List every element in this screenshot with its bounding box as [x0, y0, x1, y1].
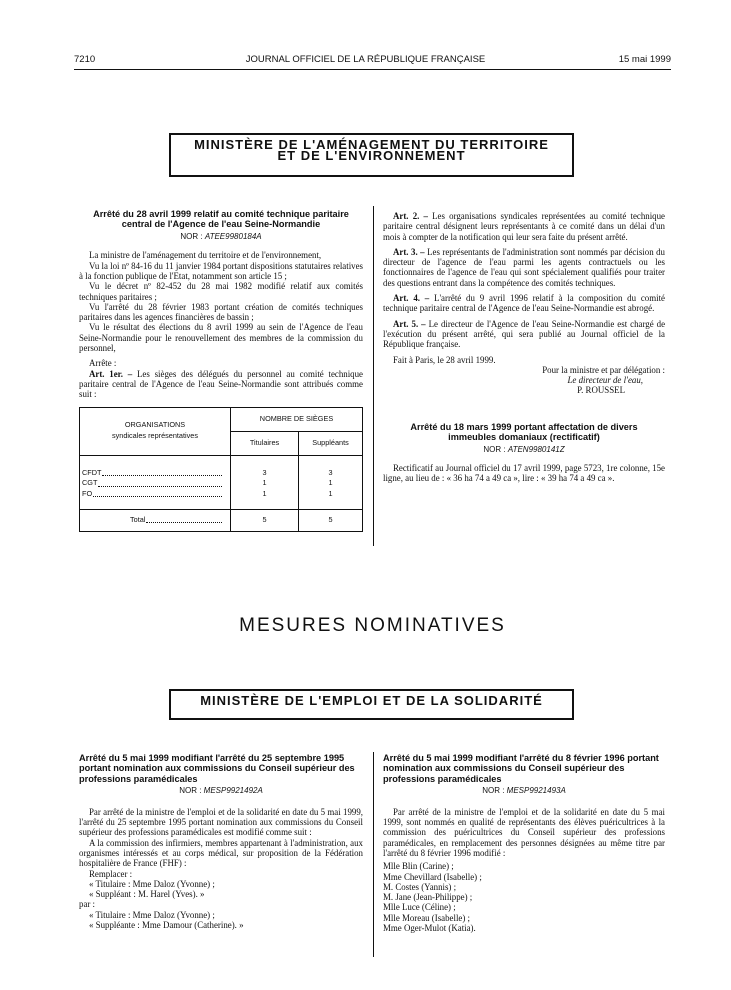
arrete-2 — [383, 422, 665, 484]
arrete-4-body — [383, 807, 665, 934]
preamble-paragraph: La ministre de l'aménagement du territoire et de l'environnement, — [89, 250, 322, 261]
list-item: Mme Oger-Mulot (Katia). — [383, 923, 476, 934]
seats-table — [79, 407, 363, 532]
article-label: Art. 4. – — [393, 293, 430, 304]
org-header-line-1: ORGANISATIONS — [124, 420, 186, 430]
table-row-org — [80, 455, 231, 499]
column-divider — [373, 206, 374, 546]
nor-code: MESP9921492A — [203, 786, 263, 796]
nor-label: NOR : — [482, 786, 505, 796]
arrete-4 — [383, 753, 665, 933]
replace-item: « Suppléante : Mme Damour (Catherine). » — [89, 920, 244, 931]
article-5 — [383, 319, 665, 350]
article-1-text: Les sièges des délégués du personnel au comité technique paritaire central de l'Agence de l'eau Seine-Normandie sont attribués comme suit : — [79, 368, 363, 400]
list-item: M. Costes (Yannis) ; — [383, 881, 457, 892]
table-cell: 1 — [262, 488, 267, 498]
arrete-word: Arrête : — [89, 358, 117, 369]
replace-item: « Titulaire : Mme Daloz (Yvonne) ; — [89, 909, 215, 920]
replace-item: « Titulaire : Mme Daloz (Yvonne) ; — [89, 878, 215, 889]
total-titulaires: 5 — [231, 509, 299, 531]
preamble-paragraph: Vu la loi nº 84-16 du 11 janvier 1984 portant dispositions statutaires relatives à la fonction publique de l'Etat, notamment son article 15 ; — [79, 260, 364, 281]
table-cell: 1 — [328, 478, 333, 488]
preamble-paragraph: Vu le résultat des élections du 8 avril 1999 au sein de l'Agence de l'eau Seine-Normandie pour le renouvellement des membres de la commission du personnel, — [79, 322, 363, 354]
arrete-1-preamble — [79, 250, 363, 399]
total-row-label — [80, 509, 231, 531]
list-item: Mlle Blin (Carine) ; — [383, 861, 454, 872]
article-2 — [383, 211, 665, 242]
total-suppleants: 5 — [299, 509, 363, 531]
ministry-line-1: MINISTÈRE DE L'AMÉNAGEMENT DU TERRITOIRE — [194, 137, 549, 152]
arrete-1-left — [79, 209, 363, 532]
nor-line — [79, 786, 363, 797]
ministry-box — [169, 133, 574, 177]
column-divider — [373, 752, 374, 957]
signature-line-1: Pour la ministre et par délégation : — [542, 364, 665, 375]
ministry-box — [169, 689, 574, 720]
par-label: par : — [79, 899, 96, 910]
article-text: L'arrêté du 9 avril 1996 relatif à la composition du comité technique paritaire central de l'Agence de l'eau Seine-Normandie est abrogé. — [383, 293, 666, 314]
ministry-line-1: MINISTÈRE DE L'EMPLOI ET DE LA SOLIDARITÉ — [200, 693, 543, 708]
table-cell: 1 — [262, 478, 267, 488]
org-header — [80, 407, 231, 455]
nor-line — [383, 445, 665, 455]
article-3 — [383, 247, 665, 288]
article-label: Art. 2. – — [393, 211, 428, 221]
article-text: Les organisations syndicales représentées au comité technique paritaire central désignent leurs représentants à ce comité dans un délai d'un mois à compter de la notification qui leur sera faite du présent arrêté. — [383, 211, 665, 242]
table-cell: 1 — [328, 488, 333, 498]
arrete-1-title: Arrêté du 28 avril 1999 relatif au comité technique paritaire central de l'Agence de l'eau Seine-Normandie — [93, 209, 349, 230]
org-header-line-2: syndicales représentatives — [112, 431, 198, 441]
replace-item: « Suppléant : M. Harel (Yves). » — [89, 889, 205, 900]
fait-a-paris: Fait à Paris, le 28 avril 1999. — [393, 354, 496, 365]
article-1-label: Art. 1er. – — [89, 368, 133, 379]
preamble-paragraph: Vu le décret nº 82-452 du 28 mai 1982 modifié relatif aux comités techniques paritaires ; — [79, 281, 363, 302]
article-text: Les représentants de l'administration sont nommés par décision du directeur de l'agence de l'eau parmi les agents contractuels ou les fonctionnaires de l'agence de l'eau qui sont spécialement qualifiés pour traiter des questions entrant dans la compétence des comités techniques. — [383, 246, 665, 288]
ministry-line-2: ET DE L'ENVIRONNEMENT — [277, 147, 466, 163]
suppleants-cells — [299, 455, 363, 499]
section-title: MESURES NOMINATIVES — [239, 615, 506, 636]
arrete-2-title: Arrêté du 18 mars 1999 portant affectation de divers immeubles domaniaux (rectificatif) — [410, 421, 638, 443]
nor-label: NOR : — [483, 444, 506, 454]
org-name: FO — [82, 488, 93, 498]
article-1 — [79, 369, 363, 400]
seats-group-header: NOMBRE DE SIÈGES — [231, 407, 363, 431]
paragraph: Par arrêté de la ministre de l'emploi et de la solidarité en date du 5 mai 1999, l'arrêté du 25 septembre 1995 portant nomination aux commissions du Conseil supérieur des professions paramédicales est modifié comme suit : — [79, 806, 363, 838]
arrete-1-right — [383, 211, 665, 483]
nor-line — [79, 232, 363, 243]
journal-title: JOURNAL OFFICIEL DE LA RÉPUBLIQUE FRANÇAISE — [245, 54, 486, 65]
org-name: CFDT — [82, 467, 102, 477]
arrete-3-title: Arrêté du 5 mai 1999 modifiant l'arrêté du 25 septembre 1995 portant nomination aux commissions du Conseil supérieur des professions paramédicales — [79, 753, 355, 784]
total-label: Total — [130, 514, 146, 524]
arrete-3 — [79, 753, 363, 930]
titulaires-cells — [231, 455, 299, 499]
article-label: Art. 3. – — [393, 246, 425, 257]
list-item: Mme Chevillard (Isabelle) ; — [383, 871, 482, 882]
paragraph: Par arrêté de la ministre de l'emploi et de la solidarité en date du 5 mai 1999, sont nommés en qualité de représentants des élèves puéricultrices à la commission des puéricultrices du Conseil supérieur des professions paramédicales, en remplacement des personnes désignées au même titre par l'arrêté du 8 février 1996 modifié : — [383, 806, 665, 858]
suppleants-header: Suppléants — [299, 431, 363, 455]
nor-code: MESP9921493A — [506, 786, 566, 796]
nor-label: NOR : — [180, 231, 203, 241]
list-item: Mlle Moreau (Isabelle) ; — [383, 912, 470, 923]
article-label: Art. 5. – — [393, 318, 426, 329]
nor-code: ATEN9980141Z — [507, 444, 565, 454]
list-item: M. Jane (Jean-Philippe) ; — [383, 892, 473, 903]
table-cell: 3 — [262, 467, 267, 477]
issue-date: 15 mai 1999 — [618, 54, 671, 65]
page-number: 7210 — [74, 54, 96, 65]
nor-code: ATEE9980184A — [204, 231, 262, 241]
org-name: CGT — [82, 478, 98, 488]
arrete-4-title: Arrêté du 5 mai 1999 modifiant l'arrêté du 8 février 1996 portant nomination aux commissions du Conseil supérieur des professions paramédicales — [383, 753, 659, 784]
titulaires-header: Titulaires — [231, 431, 299, 455]
list-item: Mlle Luce (Céline) ; — [383, 902, 456, 913]
signature-line-3: P. ROUSSEL — [577, 385, 625, 396]
paragraph: A la commission des infirmiers, membres appartenant à l'administration, aux organismes intéressés et au corps médical, sur proposition de la Fédération hospitalière de France (FHF) : — [79, 837, 363, 869]
arrete-3-body — [79, 807, 363, 931]
names-list — [383, 861, 665, 933]
table-cell: 3 — [328, 467, 333, 477]
replace-label: Remplacer : — [89, 868, 133, 879]
header-rule — [74, 69, 671, 70]
nor-line — [383, 786, 665, 797]
nor-label: NOR : — [179, 786, 202, 796]
article-4 — [383, 293, 665, 314]
arrete-2-text: Rectificatif au Journal officiel du 17 avril 1999, page 5723, 1re colonne, 15e ligne, au lieu de : « 36 ha 74 a 49 ca », lire : « 39 ha 74 a 49 ca ». — [383, 462, 665, 484]
signature-line-2: Le directeur de l'eau, — [567, 375, 643, 386]
article-text: Le directeur de l'Agence de l'eau Seine-Normandie est chargé de l'exécution du présent arrêté, qui sera publié au Journal officiel de la République française. — [383, 318, 666, 350]
preamble-paragraph: Vu l'arrêté du 28 février 1983 portant création de comités techniques paritaires dans les agences financières de bassin ; — [79, 301, 363, 323]
